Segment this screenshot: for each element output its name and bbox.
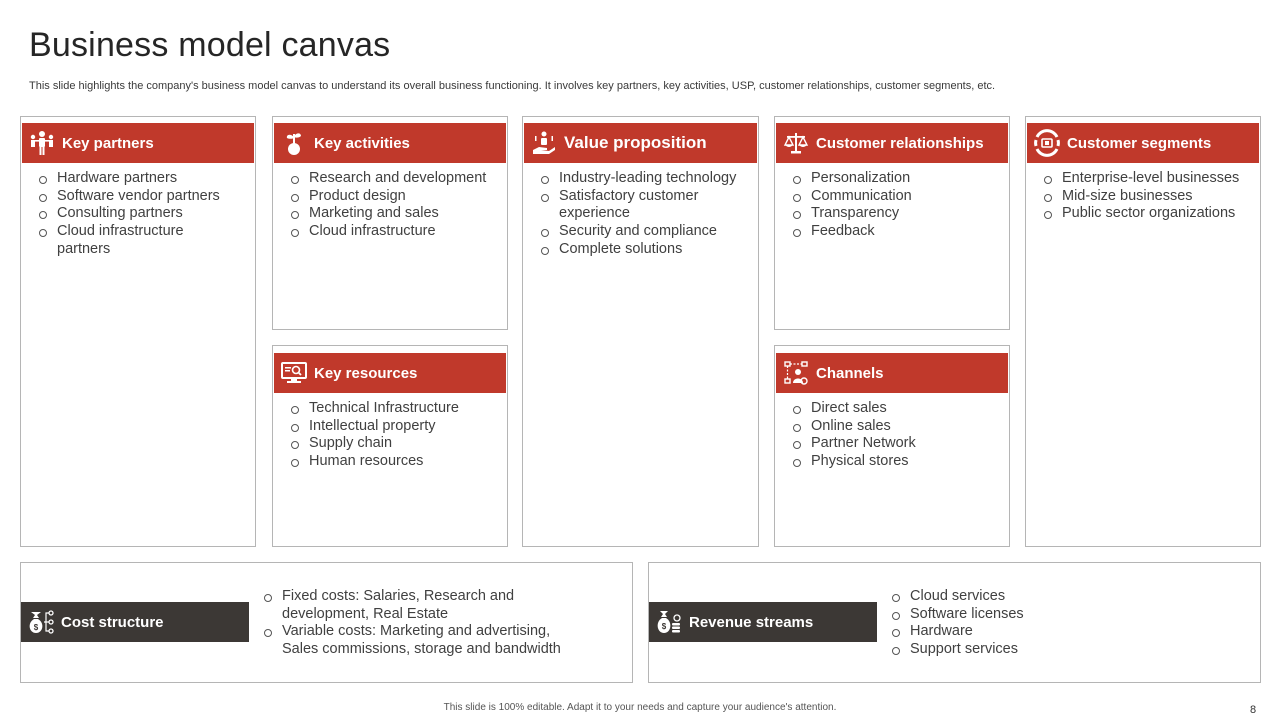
- key-partners-title: Key partners: [62, 134, 154, 152]
- key-activities-title: Key activities: [314, 134, 410, 152]
- list-item: Consulting partners: [39, 205, 239, 223]
- key-resources-list: [291, 400, 501, 471]
- list-item: Online sales: [793, 418, 1003, 436]
- customer-relationships-card: [774, 116, 1010, 330]
- key-partners-card: [20, 116, 256, 547]
- list-item: Cloud services: [892, 588, 1212, 606]
- hand-plant-icon: [274, 130, 314, 156]
- svg-text:$: $: [661, 622, 667, 631]
- list-item: Public sector organizations: [1044, 205, 1256, 223]
- footer-note: This slide is 100% editable. Adapt it to your needs and capture your audience's attention.: [443, 702, 837, 713]
- list-item: Intellectual property: [291, 418, 501, 436]
- people-handshake-icon: [22, 130, 62, 156]
- list-item: Physical stores: [793, 453, 1003, 471]
- list-item: Hardware partners: [39, 170, 239, 188]
- customer-relationships-title: Customer relationships: [816, 134, 984, 152]
- svg-text:$: $: [33, 623, 39, 632]
- list-item: Software licenses: [892, 606, 1212, 624]
- customer-segments-list: [1044, 170, 1256, 223]
- list-item: Satisfactory customer experience: [541, 188, 709, 223]
- target-segments-icon: [1027, 129, 1067, 157]
- list-item: Technical Infrastructure: [291, 400, 501, 418]
- money-bag-network-icon: [21, 609, 61, 635]
- list-item: Cloud infrastructure partners: [39, 223, 207, 258]
- list-item: Mid-size businesses: [1044, 188, 1256, 206]
- value-proposition-title: Value proposition: [564, 133, 707, 152]
- list-item: Product design: [291, 188, 501, 206]
- revenue-streams-card: [648, 562, 1261, 683]
- key-partners-list: [39, 170, 239, 259]
- key-activities-card: [272, 116, 508, 330]
- customer-relationships-header: [776, 123, 1008, 163]
- key-activities-list: [291, 170, 501, 241]
- channels-list: [793, 400, 1003, 471]
- customer-segments-title: Customer segments: [1067, 134, 1212, 152]
- value-proposition-list: [541, 170, 753, 259]
- key-resources-title: Key resources: [314, 364, 418, 382]
- list-item: Industry-leading technology: [541, 170, 753, 188]
- value-proposition-card: [522, 116, 759, 547]
- list-item: Security and compliance: [541, 223, 753, 241]
- list-item: Feedback: [793, 223, 1003, 241]
- channels-title: Channels: [816, 364, 884, 382]
- list-item: Communication: [793, 188, 1003, 206]
- network-person-icon: [776, 360, 816, 386]
- list-item: Partner Network: [793, 435, 1003, 453]
- list-item: Supply chain: [291, 435, 501, 453]
- list-item: Research and development: [291, 170, 501, 188]
- customer-segments-card: [1025, 116, 1261, 547]
- list-item: Support services: [892, 641, 1212, 659]
- list-item: Hardware: [892, 623, 1212, 641]
- list-item: Human resources: [291, 453, 501, 471]
- revenue-streams-header: [649, 602, 877, 642]
- channels-header: [776, 353, 1008, 393]
- list-item: Transparency: [793, 205, 1003, 223]
- money-bag-coins-icon: [649, 609, 689, 635]
- list-item: Personalization: [793, 170, 1003, 188]
- cost-structure-header: [21, 602, 249, 642]
- cost-structure-title: Cost structure: [61, 613, 164, 631]
- cost-structure-card: [20, 562, 633, 683]
- list-item: Cloud infrastructure: [291, 223, 501, 241]
- cost-structure-list: [264, 588, 584, 659]
- key-resources-header: [274, 353, 506, 393]
- list-item: Fixed costs: Salaries, Research and development, Real Estate: [264, 588, 542, 623]
- page-title: Business model canvas: [29, 26, 391, 64]
- customer-segments-header: [1027, 123, 1259, 163]
- key-resources-card: [272, 345, 508, 547]
- list-item: Software vendor partners: [39, 188, 239, 206]
- hand-value-icon: [524, 130, 564, 156]
- customer-relationships-list: [793, 170, 1003, 241]
- value-proposition-header: [524, 123, 757, 163]
- scales-icon: [776, 131, 816, 155]
- list-item: Complete solutions: [541, 241, 753, 259]
- revenue-streams-title: Revenue streams: [689, 613, 814, 631]
- list-item: Direct sales: [793, 400, 1003, 418]
- list-item: Enterprise-level businesses: [1044, 170, 1256, 188]
- list-item: Variable costs: Marketing and advertising, Sales commissions, storage and bandwidth: [264, 623, 582, 658]
- list-item: Marketing and sales: [291, 205, 501, 223]
- channels-card: [774, 345, 1010, 547]
- page-number: 8: [1250, 704, 1257, 716]
- key-partners-header: [22, 123, 254, 163]
- monitor-search-icon: [274, 361, 314, 385]
- page-subtitle: This slide highlights the company's business model canvas to understand its overall business functioning. It involves key partners, key activities, USP, customer relationships, customer segments, etc.: [29, 80, 996, 92]
- revenue-streams-list: [892, 588, 1212, 659]
- key-activities-header: [274, 123, 506, 163]
